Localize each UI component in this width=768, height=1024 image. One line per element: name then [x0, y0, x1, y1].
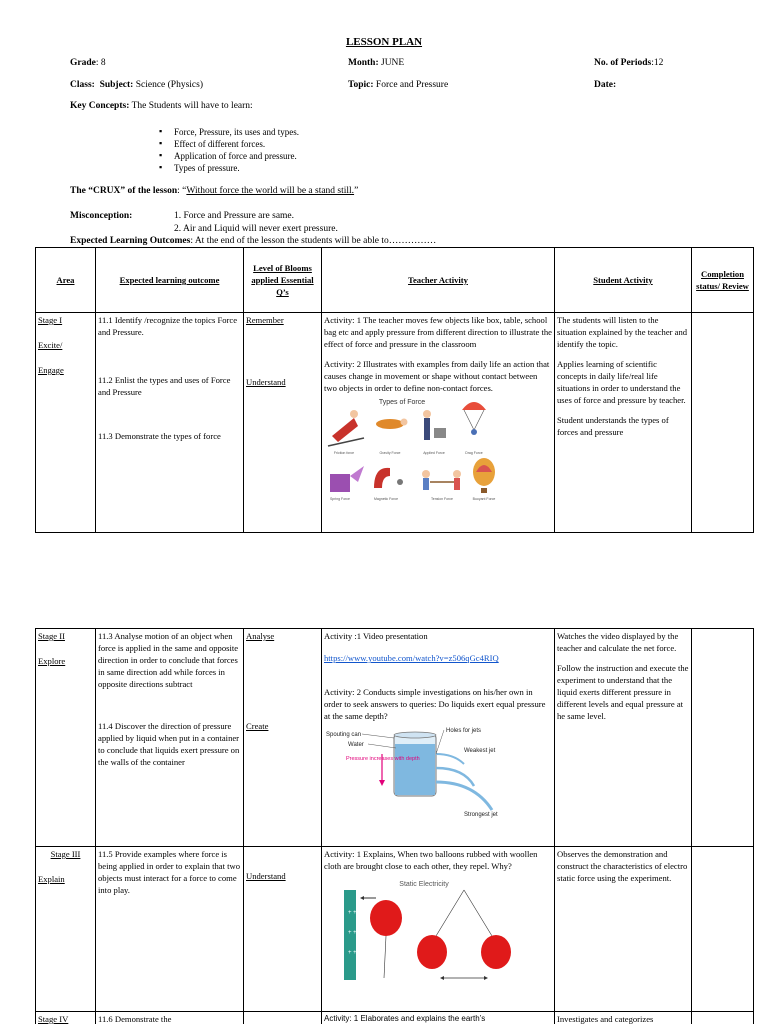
spouting-can-figure [324, 724, 524, 818]
stage-cell: Stage I Excite/ Engage [36, 313, 96, 533]
balloon-icon [417, 935, 447, 969]
student-cell: Investigates and categorizes [555, 1012, 692, 1024]
completion-cell [692, 847, 754, 1012]
svg-text:Water: Water [348, 742, 364, 748]
completion-cell [692, 629, 754, 847]
svg-text:Applied Force: Applied Force [423, 451, 445, 455]
stage-cell: Stage III Explain [36, 847, 96, 1012]
header-area: Area [36, 248, 96, 313]
periods-field: No. of Periods:12 [594, 58, 664, 68]
blooms-cell: Analyse Create [244, 629, 322, 847]
svg-text:Holes for jets: Holes for jets [446, 728, 482, 734]
svg-text:Tension Force: Tension Force [431, 497, 453, 501]
spring-box-icon [330, 474, 350, 492]
date-field: Date: [594, 80, 617, 90]
misconception-1: 1. Force and Pressure are same. [174, 211, 295, 221]
table-row [36, 313, 754, 533]
list-item: ▪ Effect of different forces. [157, 138, 299, 150]
pressure-label: Pressure increases with depth [346, 756, 420, 762]
crux-line: The “CRUX” of the lesson: “Without force the world will be a stand still.” [70, 186, 359, 196]
student-cell: The students will listen to the situation explained by the teacher and identify the topic. Applies learning of scientific concepts in daily life/real life situations in order to understand the uses of force and pressure by teacher. Student understands the types of forces and pressure [555, 313, 692, 533]
stage-cell: Stage II Explore [36, 629, 96, 847]
page-title: LESSON PLAN [345, 36, 423, 48]
list-item: ▪ Force, Pressure, its uses and types. [157, 126, 299, 138]
svg-text:+ +: + + [348, 950, 357, 956]
list-item: ▪ Types of pressure. [157, 162, 299, 174]
svg-text:Static Electricity: Static Electricity [399, 881, 449, 888]
lesson-table-stage1 [35, 247, 754, 533]
list-item: ▪ Application of force and pressure. [157, 150, 299, 162]
key-concepts: Key Concepts: The Students will have to learn: [70, 101, 253, 111]
svg-text:Spring Force: Spring Force [329, 497, 351, 501]
key-concepts-list [157, 126, 299, 174]
video-link[interactable]: https://www.youtube.com/watch?v=z506qGc4RIQ [324, 653, 499, 663]
month-field: Month: JUNE [348, 58, 405, 68]
blooms-cell: Remember Understand [244, 313, 322, 533]
types-of-force-figure [324, 396, 504, 504]
balloon-icon [370, 900, 402, 936]
diver-icon [376, 419, 404, 429]
grade-field: Grade: 8 [70, 58, 106, 68]
teacher-cell: Activity: 1 Elaborates and explains the earth’s [322, 1012, 555, 1024]
teacher-cell: Activity: 1 Explains, When two balloons rubbed with woollen cloth are brought close to each other, they repel. Why? Static Electricity + + + + + + [322, 847, 555, 1012]
svg-text:Strongest jet: Strongest jet [464, 812, 498, 818]
misconception-label: Misconception: [70, 211, 133, 221]
outcome-cell: 11.5 Provide examples where force is being applied in order to explain that two objects must interact for a force to come into play. [96, 847, 244, 1012]
svg-text:+ +: + + [348, 910, 357, 916]
table-row [36, 847, 754, 1012]
completion-cell [692, 313, 754, 533]
outcome-cell: 11.1 Identify /recognize the topics Force and Pressure. 11.2 Enlist the types and uses of Force and Pressure 11.3 Demonstrate the types of force [96, 313, 244, 533]
header-student: Student Activity [555, 248, 692, 313]
svg-text:Weakest jet: Weakest jet [464, 748, 496, 754]
teacher-cell: Activity :1 Video presentation https://www.youtube.com/watch?v=z506qGc4RIQ Activity: 2 Conducts simple investigations on his/her own in order to seek answers to queries: Do liquids exert equal pressure at the same depth? Spouting can Water Holes for jets Weakest jet Pressure increases with depth Strongest jet [322, 629, 555, 847]
svg-text:Drag Force: Drag Force [465, 451, 483, 455]
header-completion: Completion status/ Review [692, 248, 754, 313]
outcome-cell: 11.3 Analyse motion of an object when force is applied in the same and opposite direction in order to conclude that forces in same direction add while forces in opposite directions subtract 11.4 Discover the direction of pressure applied by liquid when put in a container to conclude that liquids exert pressure on the walls of the container [96, 629, 244, 847]
magnet-icon [374, 468, 390, 488]
blooms-cell [244, 1012, 322, 1024]
svg-text:Types of Force: Types of Force [378, 399, 426, 406]
student-cell: Observes the demonstration and construct the characteristics of electro static force using the experiment. [555, 847, 692, 1012]
svg-text:Magnetic Force: Magnetic Force [373, 497, 399, 501]
static-electricity-figure [324, 874, 524, 984]
teacher-cell: Activity: 1 The teacher moves few objects like box, table, school bag etc and apply pressure from different direction to illustrate the effect of force and pressure in the classroom Activity: 2 Illustrates with examples from daily life an action that causes change in movement or shape without contact between two objects in order to define non-contact forces. Types of Force Friction force Gravity Force Applied Force Drag Force Spring Force Magnetic Force Tension Force Buoyant Force [322, 313, 555, 533]
table-row [36, 1012, 754, 1024]
svg-text:Spouting can: Spouting can [326, 732, 362, 738]
tension-icon [422, 470, 430, 478]
parachute-icon [462, 402, 486, 410]
header-outcome: Expected learning outcome [96, 248, 244, 313]
svg-text:Friction force: Friction force [333, 451, 355, 455]
misconception-2: 2. Air and Liquid will never exert pressure. [174, 224, 338, 234]
balloon-icon [481, 935, 511, 969]
stage-cell: Stage IV [36, 1012, 96, 1024]
blooms-cell: Understand [244, 847, 322, 1012]
student-cell: Watches the video displayed by the teacher and calculate the net force. Follow the instruction and execute the experiment to understand that the liquid exerts different pressure in different levels and equal pressure at he same level. [555, 629, 692, 847]
lesson-table-stage2 [35, 628, 754, 1024]
topic-field: Topic: Force and Pressure [348, 80, 449, 90]
svg-text:+ +: + + [348, 930, 357, 936]
person-pushing-icon [424, 418, 430, 440]
table-row [36, 629, 754, 847]
outcome-cell: 11.6 Demonstrate the [96, 1012, 244, 1024]
svg-text:Gravity Force: Gravity Force [379, 451, 401, 455]
completion-cell [692, 1012, 754, 1024]
header-blooms: Level of Blooms applied Essential Q’s [244, 248, 322, 313]
svg-text:Buoyant Force: Buoyant Force [472, 497, 496, 501]
expected-outcomes-line: Expected Learning Outcomes: At the end of the lesson the students will be able to…………… [70, 236, 437, 246]
skier-icon [332, 418, 358, 442]
header-teacher: Teacher Activity [322, 248, 555, 313]
class-subject-field: Class: Subject: Science (Physics) [70, 80, 203, 90]
